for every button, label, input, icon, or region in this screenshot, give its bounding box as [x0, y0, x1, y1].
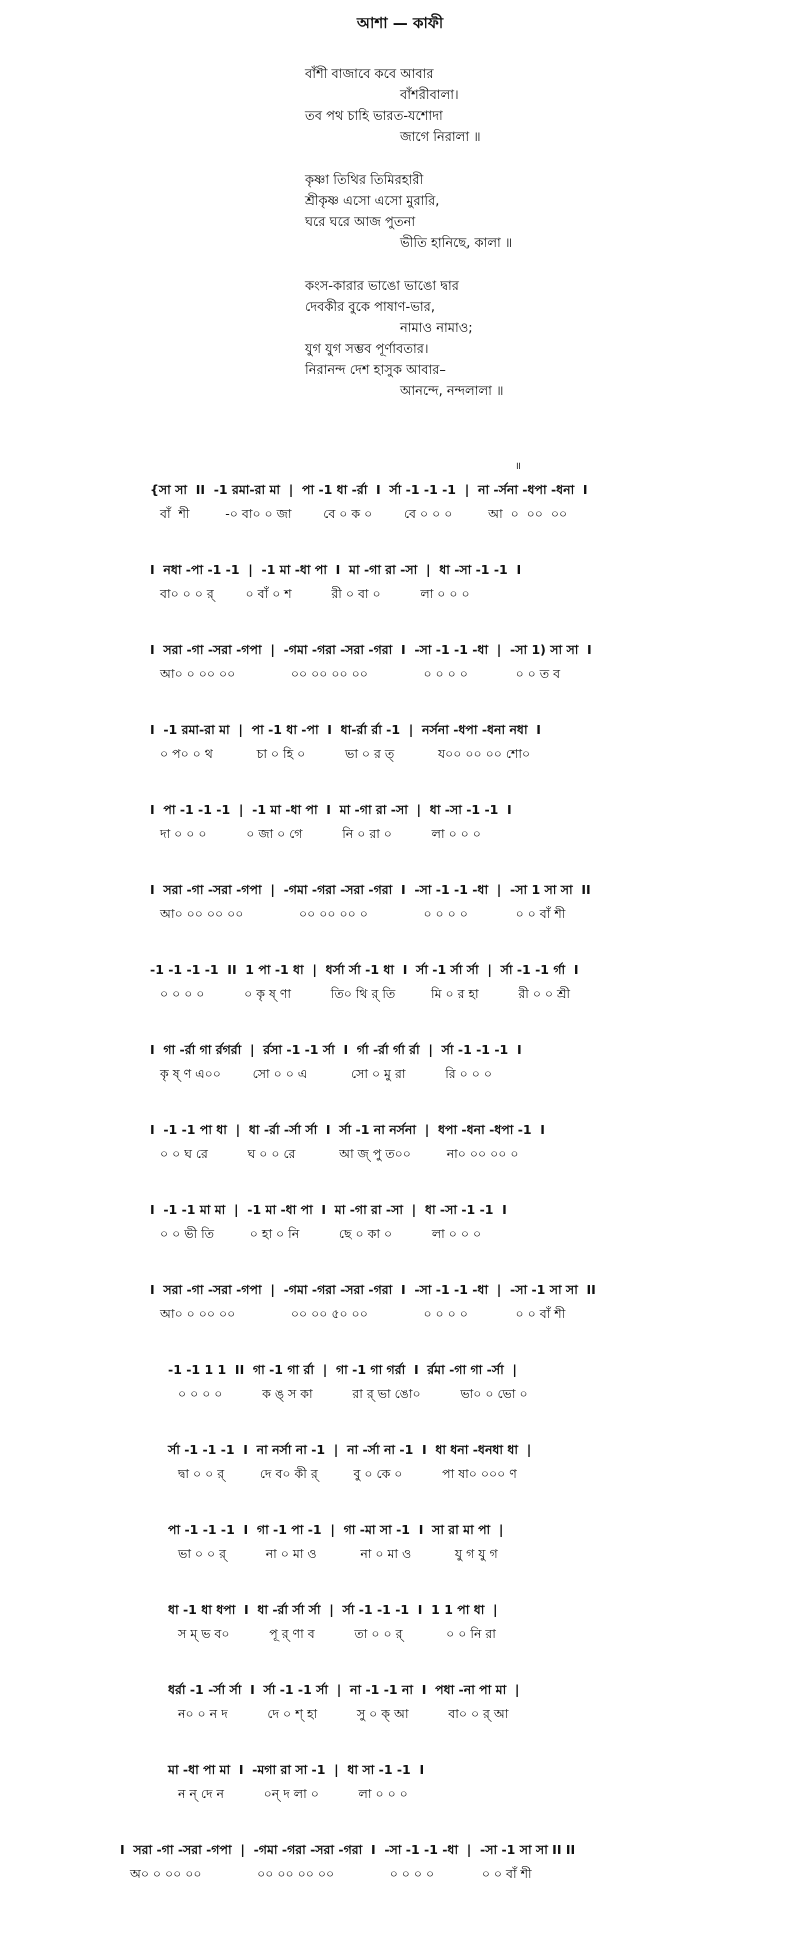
- notation-row: [0, 1354, 800, 1434]
- lyric-stanza: [305, 64, 635, 148]
- notation-row: [0, 1114, 800, 1194]
- swaralipi-notes: I -1 -1 মা মা | -1 মা -ধা পা I মা -গা রা -সা | ধা -সা -1 -1 I: [150, 1202, 507, 1217]
- notation-row: [0, 1034, 800, 1114]
- swaralipi-syllables: কৃ ষ্ ণ এ০০ সো ০ ০ এ সো ০ মু রা রি ০ ০ ০: [160, 1066, 492, 1081]
- swaralipi-syllables: ০ ০ ঘ রে ঘ ০ ০ রে আ জ্ পু ত০০ না০ ০০ ০০ ০: [160, 1146, 519, 1161]
- lyric-line: শ্রীকৃষ্ণ এসো এসো মুরারি,: [305, 194, 440, 209]
- swaralipi-notes: -1 -1 -1 -1 II 1 পা -1 ধা | ধর্সা র্সা -1 ধা I র্সা -1 র্সা র্সা | র্সা -1 -1 র্গা I: [150, 962, 579, 977]
- swaralipi-syllables: ন ন্ দে ন ০ন্ দ লা ০ লা ০ ০ ০: [178, 1786, 408, 1801]
- swaralipi-notes: I পা -1 -1 -1 | -1 মা -ধা পা I মা -গা রা -সা | ধা -সা -1 -1 I: [150, 802, 512, 817]
- notation-row: [0, 1274, 800, 1354]
- swaralipi-notes: মা -ধা পা মা I -মগা রা সা -1 | ধা সা -1 -1 I: [168, 1762, 425, 1777]
- swaralipi-syllables: আ০ ০ ০০ ০০ ০০ ০০ ০০ ০০ ০ ০ ০ ০ ০ ০ ত ব: [160, 666, 561, 681]
- notation-row: [0, 1194, 800, 1274]
- notation-row: [0, 1834, 800, 1914]
- swaralipi-notes: র্সা -1 -1 -1 I না নর্সা না -1 | না -র্সা না -1 I ধা ধনা -ধনধা ধা |: [168, 1442, 532, 1457]
- lyric-line: ঘরে ঘরে আজ পুতনা: [305, 215, 416, 230]
- swaralipi-notes: I নধা -পা -1 -1 | -1 মা -ধা পা I মা -গা রা -সা | ধা -সা -1 -1 I: [150, 562, 522, 577]
- lyric-line: ভীতি হানিছে, কালা ॥: [400, 236, 513, 251]
- swaralipi-syllables: দ্বা ০ ০ র্ দে ব০ কী র্ বু ০ কে ০ পা ষা০ ০০০ ণ: [178, 1466, 517, 1481]
- lyric-stanza: [305, 276, 635, 402]
- swaralipi-syllables: ০ প০ ০ থ চা ০ হি ০ ভা ০ র ত্ য০০ ০০ ০০ শো০: [160, 746, 531, 761]
- swaralipi-syllables: ০ ০ ভী তি ০ হা ০ নি ছে ০ কা ০ লা ০ ০ ০: [160, 1226, 482, 1241]
- notation-row: [0, 954, 800, 1034]
- swaralipi-syllables: বা০ ০ ০ র্ ০ বাঁ ০ শ রী ০ বা ০ লা ০ ০ ০: [160, 586, 470, 601]
- swaralipi-notes: ধা -1 ধা ধপা I ধা -র্রা র্সা র্সা | র্সা -1 -1 -1 I 1 1 পা ধা |: [168, 1602, 498, 1617]
- lyric-line: আনন্দে, নন্দলালা ॥: [400, 384, 504, 399]
- lyric-line: নামাও নামাও;: [400, 321, 473, 336]
- swaralipi-syllables: ন০ ০ ন দ দে ০ শ্ হা সু ০ ক্ আ বা০ ০ র্ আ: [178, 1706, 509, 1721]
- lyric-stanza: [305, 170, 635, 254]
- notation-row: [0, 1674, 800, 1754]
- lyric-line: কৃষ্ণা তিথির তিমিরহারী: [305, 173, 424, 188]
- notation-row: [0, 1434, 800, 1514]
- swaralipi-notes: I সরা -গা -সরা -গপা | -গমা -গরা -সরা -গরা I -সা -1 -1 -ধা | -সা -1 সা সা II II: [120, 1842, 576, 1857]
- swaralipi-syllables: দা ০ ০ ০ ০ জা ০ গে নি ০ রা ০ লা ০ ০ ০: [160, 826, 481, 841]
- notation-row: [0, 474, 800, 554]
- notation-row: [0, 1594, 800, 1674]
- swaralipi-syllables: ০ ০ ০ ০ ক ঙ্ স কা রা র্ ভা ঙো০ ভা০ ০ ভো ০: [178, 1386, 528, 1401]
- notation-row: [0, 794, 800, 874]
- swaralipi-notes: I -1 রমা-রা মা | পা -1 ধা -পা I ধা-র্রা র্রা -1 | নর্সনা -ধপা -ধনা নধা I: [150, 722, 541, 737]
- lyric-line: বাঁশী বাজাবে কবে আবার: [305, 67, 434, 82]
- notation-row: [0, 874, 800, 954]
- swaralipi-syllables: স ম্ ভ ব০ পূ র্ ণা ব তা ০ ০ র্ ০ ০ নি রা: [178, 1626, 496, 1641]
- swaralipi-syllables: আ০ ০ ০০ ০০ ০০ ০০ ৫০ ০০ ০ ০ ০ ০ ০ ০ বাঁ শী: [160, 1306, 566, 1321]
- swaralipi-syllables: অ০ ০ ০০ ০০ ০০ ০০ ০০ ০০ ০ ০ ০ ০ ০ ০ বাঁ শী: [130, 1866, 532, 1881]
- swaralipi-syllables: ০ ০ ০ ০ ০ কৃ ষ্ ণা তি০ থি র্ তি মি ০ র হা রী ০ ০ শ্রী: [160, 986, 571, 1001]
- repeat-mark: ॥: [515, 461, 521, 472]
- song-title: আশা — কাফী: [356, 14, 444, 32]
- lyric-line: দেবকীর বুকে পাষাণ-ভার,: [305, 300, 435, 315]
- lyric-line: তব পথ চাহি ভারত-যশোদা: [305, 109, 443, 124]
- swaralipi-notes: {সা সা II -1 রমা-রা মা | পা -1 ধা -র্রা I র্সা -1 -1 -1 | না -র্সনা -ধপা -ধনা I: [150, 482, 588, 497]
- swaralipi-syllables: বাঁ শী -০ বা০ ০ জা বে ০ ক ০ বে ০ ০ ০ আ ০ ০০ ০০: [160, 506, 568, 521]
- lyric-line: বাঁশরীবালা।: [400, 88, 459, 103]
- notation-row: [0, 714, 800, 794]
- lyric-line: নিরানন্দ দেশ হাসুক আবার–: [305, 363, 446, 378]
- notation-row: [0, 1754, 800, 1834]
- swaralipi-notes: I গা -র্রা গা র্রগর্রা | র্রসা -1 -1 র্সা I র্গা -র্রা র্গা র্রা | র্সা -1 -1 -1 I: [150, 1042, 522, 1057]
- swaralipi-syllables: আ০ ০০ ০০ ০০ ০০ ০০ ০০ ০ ০ ০ ০ ০ ০ ০ বাঁ শী: [160, 906, 566, 921]
- swaralipi-notes: I সরা -গা -সরা -গপা | -গমা -গরা -সরা -গরা I -সা -1 -1 -ধা | -সা 1) সা সা I: [150, 642, 592, 657]
- swaralipi-notes: I -1 -1 পা ধা | ধা -র্রা -র্সা র্সা I র্সা -1 না নর্সনা | ধপা -ধনা -ধপা -1 I: [150, 1122, 545, 1137]
- swaralipi-notes: I সরা -গা -সরা -গপা | -গমা -গরা -সরা -গরা I -সা -1 -1 -ধা | -সা -1 সা সা II: [150, 1282, 596, 1297]
- swaralipi-notes: পা -1 -1 -1 I গা -1 পা -1 | গা -মা সা -1 I সা রা মা পা |: [168, 1522, 504, 1537]
- swaralipi-notes: -1 -1 1 1 II গা -1 গা র্রা | গা -1 গা গর্রা I র্রমা -গা গা -র্সা |: [168, 1362, 517, 1377]
- lyric-line: কংস-কারার ভাঙো ভাঙো দ্বার: [305, 279, 459, 294]
- notation-row: [0, 634, 800, 714]
- notation-row: [0, 554, 800, 634]
- notation-block: [0, 474, 800, 1914]
- lyric-line: যুগ যুগ সম্ভব পূর্ণাবতার।: [305, 342, 429, 357]
- lyric-line: জাগে নিরালা ॥: [400, 130, 481, 145]
- swaralipi-syllables: ভা ০ ০ র্ না ০ মা ও না ০ মা ও যু গ যু গ: [178, 1546, 498, 1561]
- lyrics-block: [305, 64, 635, 424]
- swaralipi-notes: ধর্রা -1 -র্সা র্সা I র্সা -1 -1 র্সা | না -1 -1 না I পধা -না পা মা |: [168, 1682, 520, 1697]
- notation-row: [0, 1514, 800, 1594]
- swaralipi-notes: I সরা -গা -সরা -গপা | -গমা -গরা -সরা -গরা I -সা -1 -1 -ধা | -সা 1 সা সা II: [150, 882, 591, 897]
